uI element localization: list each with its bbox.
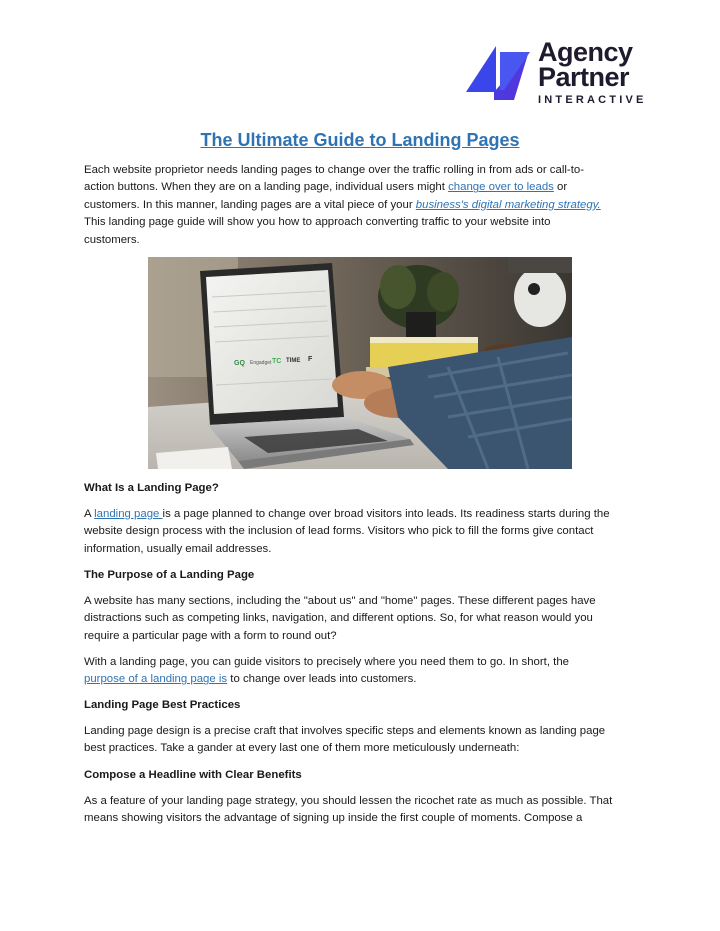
- logo-line-2: Partner: [538, 62, 630, 92]
- change-over-to-leads-link[interactable]: change over to leads: [448, 181, 554, 194]
- intro-line-3: [84, 197, 636, 214]
- what-is-paragraph: [84, 506, 636, 558]
- what-is-text: is a page planned to change over broad visitors into leads. Its readiness starts during the: [162, 508, 610, 520]
- intro-line-4: This landing page guide will show you how to approach converting traffic to your website into: [84, 216, 551, 229]
- logo-wordmark: [538, 37, 647, 107]
- heading-what-is: What Is a Landing Page?: [84, 482, 219, 494]
- purpose-paragraph-2: [84, 654, 636, 689]
- heading-headline: Compose a Headline with Clear Benefits: [84, 769, 302, 781]
- heading-best-practices: Landing Page Best Practices: [84, 699, 241, 711]
- intro-text: action buttons. When they are on a landing page, individual users might: [84, 181, 449, 194]
- best-line-2: best practices. Take a gander at every last one of them more meticulously underneath:: [84, 742, 520, 755]
- purpose-p2-line-2: [84, 671, 636, 688]
- purpose-paragraph-1: [84, 593, 636, 645]
- screen-logo-time: TIME: [286, 358, 301, 364]
- what-is-text: A: [84, 508, 95, 520]
- headline-line-1: As a feature of your landing page strategy, you should lessen the ricochet rate as much as possible. That: [84, 795, 613, 807]
- landing-page-link[interactable]: landing page: [94, 508, 163, 520]
- screen-logo-f: F: [308, 356, 313, 363]
- purpose-line-2: distractions such as competing links, navigation, and different options. So, for what reason would you: [84, 612, 593, 625]
- purpose-line-3: require a particular page with a form to round out?: [84, 629, 337, 642]
- section-purpose: [84, 567, 636, 584]
- section-best-practices: [84, 697, 636, 714]
- agency-partner-logo: [464, 37, 647, 112]
- purpose-p2-line-1: With a landing page, you can guide visitors to precisely where you need them to go. In short, the: [84, 656, 570, 668]
- screen-logo-gq: GQ: [234, 360, 245, 367]
- logo-line-3: INTERACTIVE: [538, 94, 647, 106]
- purpose-of-landing-page-link[interactable]: purpose of a landing page is: [84, 673, 228, 686]
- intro-paragraph: [84, 162, 636, 249]
- intro-line-1: Each website proprietor needs landing pages to change over the traffic rolling in from ads or call-to-: [84, 164, 584, 176]
- what-is-line-3: information, usually email addresses.: [84, 542, 272, 555]
- digital-marketing-strategy-link[interactable]: business's digital marketing strategy.: [415, 198, 601, 211]
- headline-line-2: means showing visitors the advantage of signing up inside the first couple of moments. Compose a: [84, 812, 583, 825]
- intro-text: or: [553, 181, 568, 194]
- section-what-is: [84, 480, 636, 497]
- intro-line-2: [84, 179, 636, 196]
- headline-paragraph: [84, 793, 636, 828]
- screen-logo-engadget: Engadget: [250, 360, 272, 366]
- section-headline: [84, 767, 636, 784]
- what-is-line-2: website design process with the inclusion of lead forms. Visitors who pick to fill the forms give contact: [84, 525, 594, 538]
- what-is-line-1: [84, 506, 636, 523]
- purpose-line-1: A website has many sections, including the "about us" and "home" pages. These different pages have: [84, 595, 596, 607]
- intro-text: customers. In this manner, landing pages are a vital piece of your: [84, 198, 416, 211]
- page-title[interactable]: The Ultimate Guide to Landing Pages: [200, 130, 520, 150]
- best-practices-paragraph: [84, 723, 636, 758]
- laptop-photo: [148, 257, 572, 469]
- intro-line-5: customers.: [84, 233, 140, 246]
- screen-logo-tc: TC: [272, 358, 282, 365]
- logo-line-1: Agency: [538, 37, 633, 67]
- purpose-text: to change over leads into customers.: [227, 673, 417, 686]
- heading-purpose: The Purpose of a Landing Page: [84, 569, 255, 581]
- best-line-1: Landing page design is a precise craft that involves specific steps and elements known as landing page: [84, 725, 606, 737]
- logo-mark-icon: [464, 42, 534, 102]
